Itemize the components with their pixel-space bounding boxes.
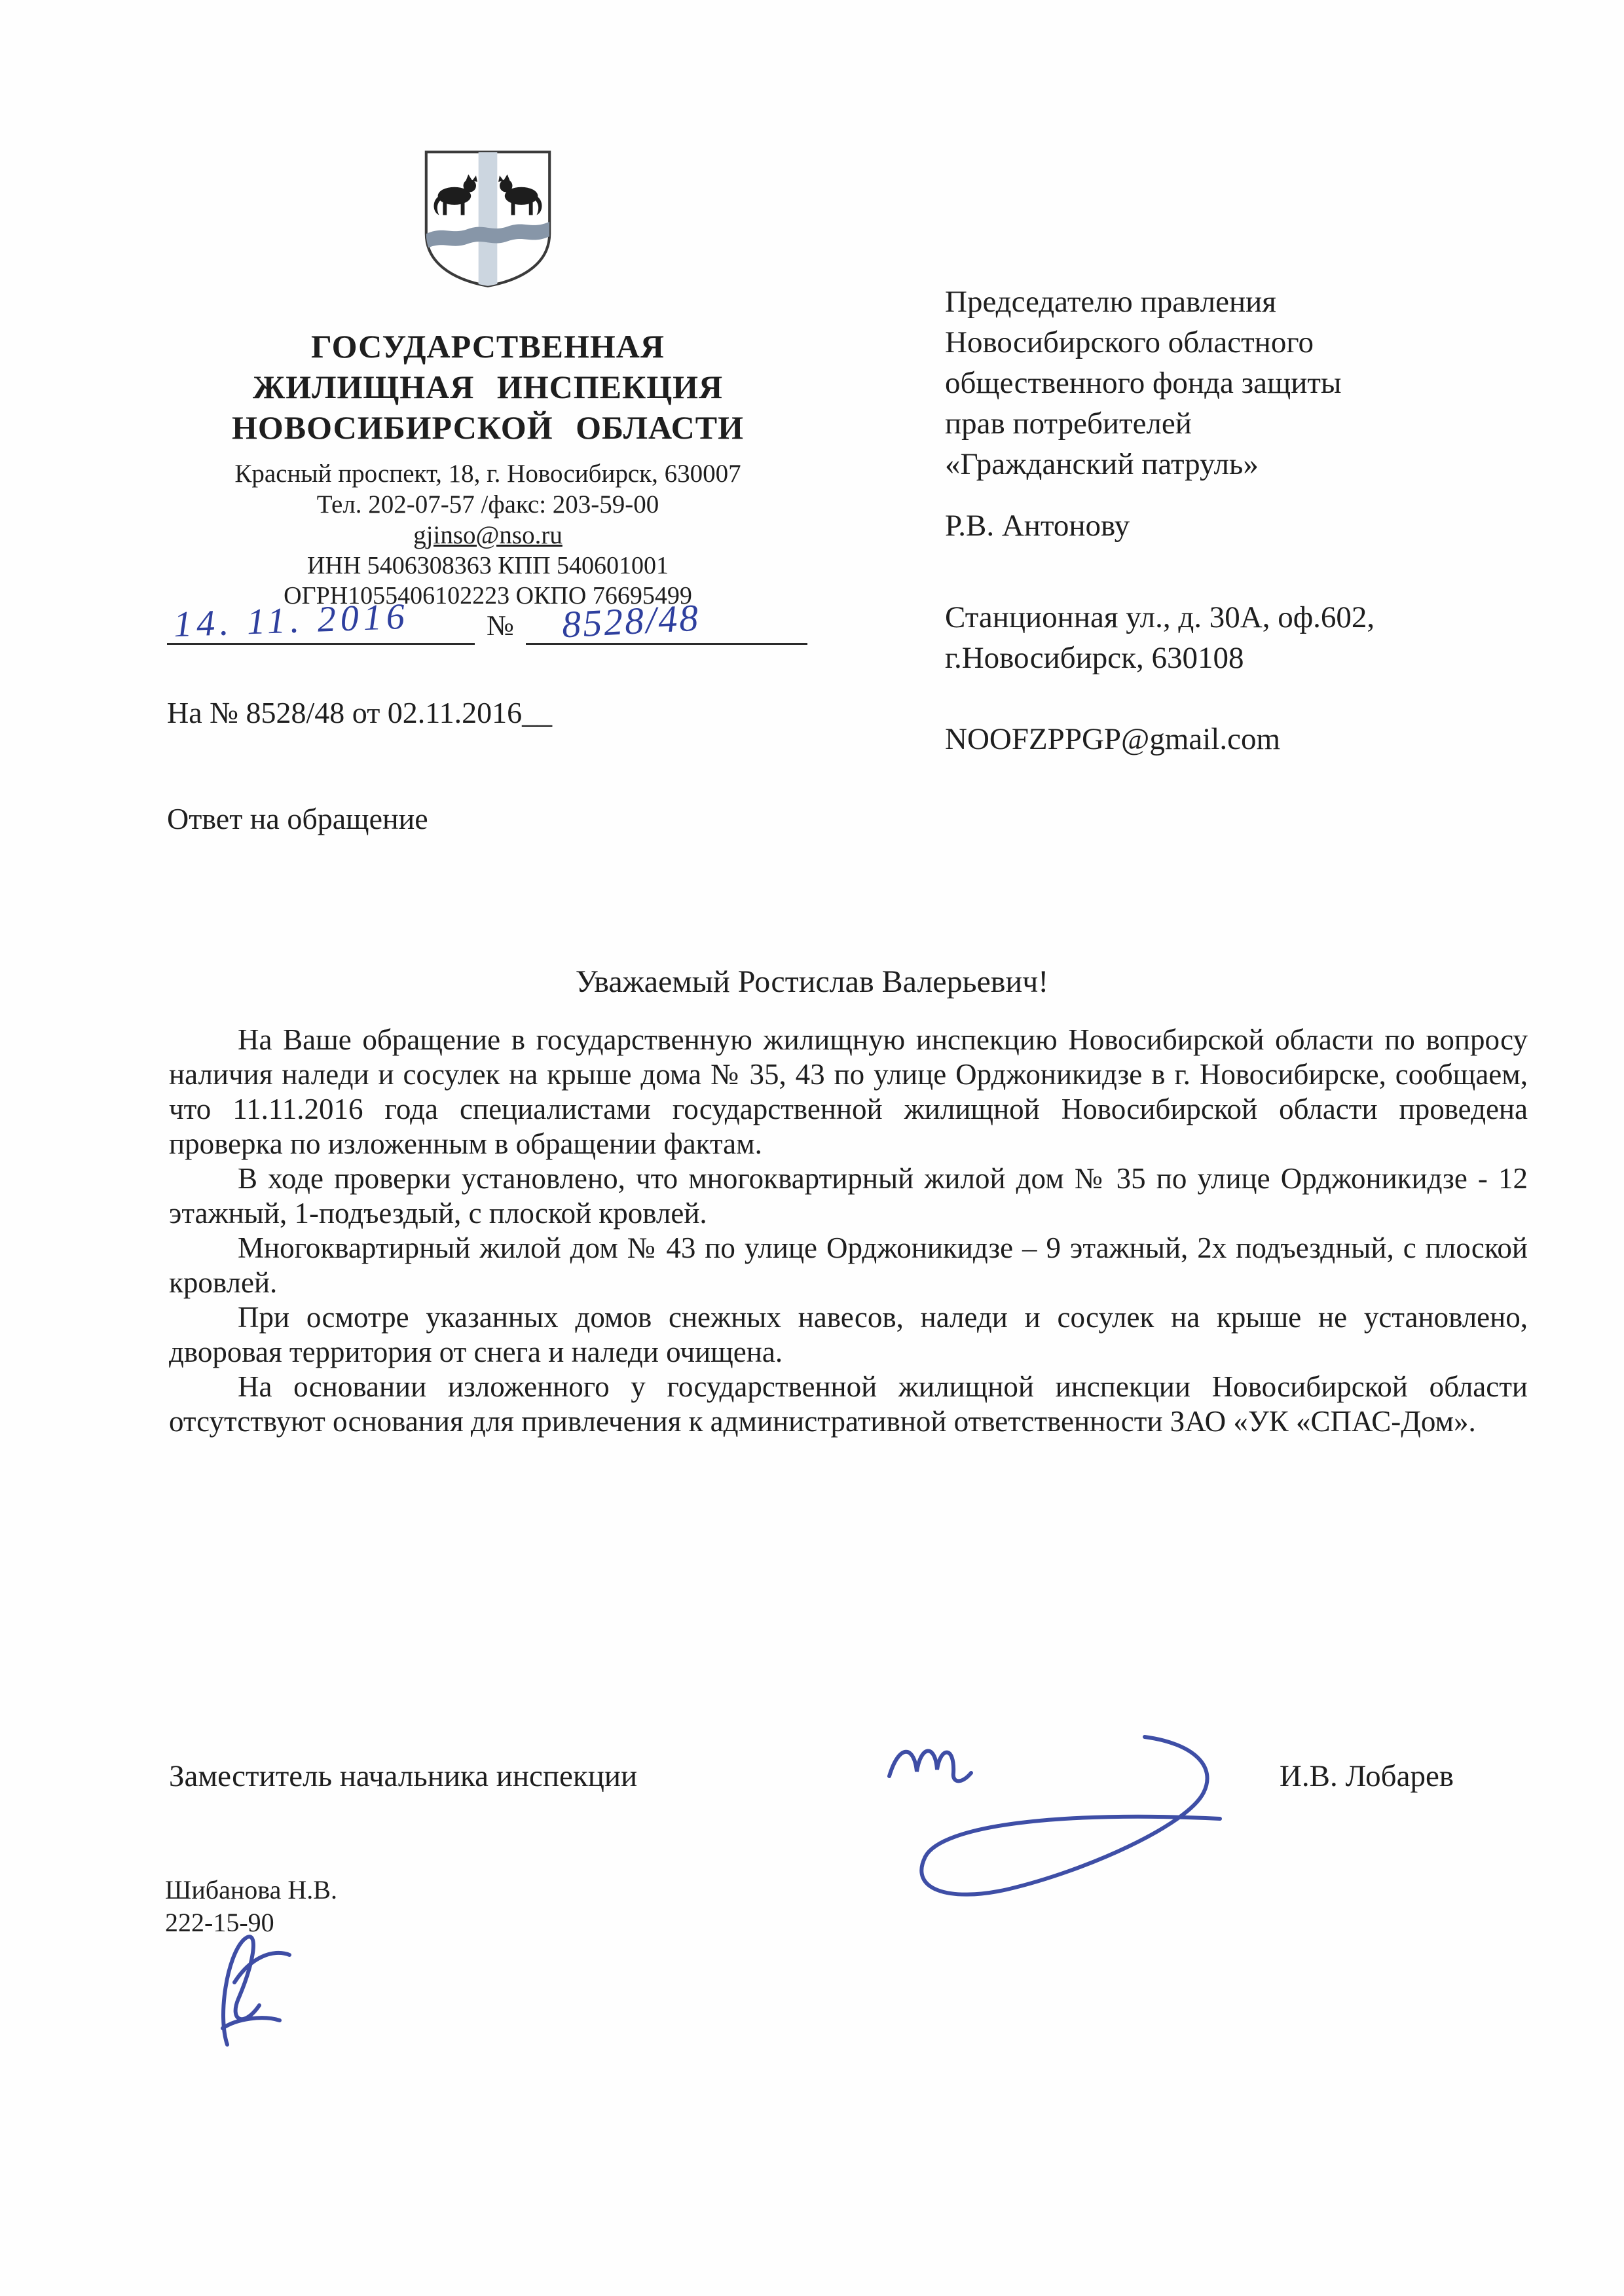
signer-position: Заместитель начальника инспекции (169, 1759, 638, 1793)
recipient-line: Председателю правления (945, 285, 1276, 319)
recipient-line: общественного фонда защиты (945, 366, 1342, 400)
executor-phone: 222-15-90 (165, 1908, 274, 1937)
signature-row (169, 1758, 1454, 1794)
recipient-address-line: Станционная ул., д. 30А, оф.602, (945, 600, 1375, 634)
letterhead-org-block (115, 326, 861, 611)
handwritten-date: 14. 11. 2016 (173, 596, 410, 646)
salutation: Уважаемый Ростислав Валерьевич! (575, 964, 1049, 999)
registration-line (167, 597, 874, 649)
org-name-line: ЖИЛИЩНАЯ ИНСПЕКЦИЯ (252, 369, 724, 405)
coat-of-arms (419, 148, 557, 289)
org-name-line: ГОСУДАРСТВЕННАЯ (311, 328, 665, 365)
org-ogrn-okpo: ОГРН1055406102223 ОКПО 76695499 (284, 582, 692, 610)
recipient-address-line: г.Новосибирск, 630108 (945, 641, 1244, 675)
recipient-email: NOOFZPPGP@gmail.com (945, 722, 1281, 756)
org-email-link: gjinso@nso.ru (413, 521, 563, 549)
org-name-line: НОВОСИБИРСКОЙ ОБЛАСТИ (231, 409, 745, 446)
body-paragraph: Многоквартирный жилой дом № 43 по улице Орджоникидзе – 9 этажный, 2х подъездный, с плоской кровлей. (169, 1231, 1528, 1299)
handwritten-number: 8528/48 (561, 596, 701, 646)
signature-ink (863, 1707, 1230, 1910)
org-inn-kpp: ИНН 5406308363 КПП 540601001 (306, 552, 669, 579)
coat-of-arms-graphic (419, 148, 557, 289)
org-phone: Тел. 202-07-57 /факс: 203-59-00 (316, 490, 659, 519)
date-blank-line (167, 597, 475, 645)
recipient-line: Новосибирского областного (945, 325, 1314, 359)
recipient-line: прав потребителей (945, 407, 1192, 441)
executor-name: Шибанова Н.В. (165, 1875, 337, 1904)
executor-signature-ink (191, 1917, 316, 2054)
body-paragraph: При осмотре указанных домов снежных навесов, наледи и сосулек на крыше не установлено, дворовая территория от снега и наледи очищена. (169, 1301, 1528, 1368)
letter-body (169, 1023, 1528, 1439)
body-paragraph: В ходе проверки установлено, что многоквартирный жилой дом № 35 по улице Орджоникидзе - 12 этажный, 1-подъездый, с плоской кровлей. (169, 1162, 1528, 1230)
recipient-block (945, 282, 1574, 759)
body-paragraph: На основании изложенного у государственной жилищной инспекции Новосибирской области отсутствуют основания для привлечения к административной ответственности ЗАО «УК «СПАС-Дом». (169, 1370, 1528, 1438)
letter-subject: Ответ на обращение (167, 802, 428, 835)
recipient-line: «Гражданский патруль» (945, 447, 1259, 481)
executor-signature-graphic (191, 1917, 316, 2054)
signer-name: И.В. Лобарев (1279, 1759, 1454, 1793)
reference-line: На № 8528/48 от 02.11.2016__ (167, 696, 553, 729)
body-paragraph: На Ваше обращение в государственную жилищную инспекцию Новосибирской области по вопросу наличия наледи и сосулек на крыше дома № 35, 43 по улице Орджоникидзе в г. Новосибирске, сообщаем, что 11.11.2016 года специалистами государственной жилищной Новосибирской области проведена проверка по изложенным в обращении фактам. (169, 1023, 1528, 1160)
number-sign: № (487, 610, 514, 642)
recipient-name: Р.В. Антонову (945, 509, 1130, 543)
org-address: Красный проспект, 18, г. Новосибирск, 630007 (234, 460, 741, 488)
number-blank-line (526, 597, 807, 645)
signature-ink-graphic (863, 1707, 1230, 1910)
